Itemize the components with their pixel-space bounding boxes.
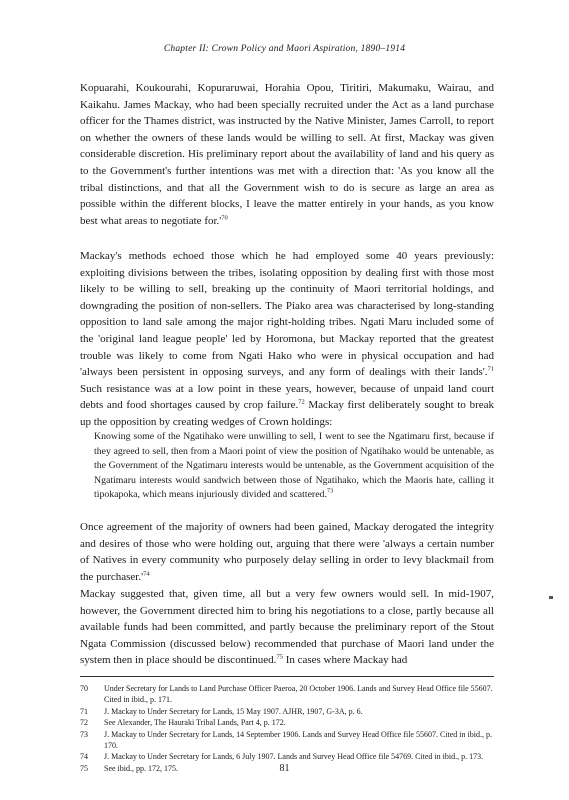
paragraph-text: Once agreement of the majority of owners had been gained, Mackay derogated the integrity and desires of those who were holding out, arguing that there were 'always a certain number of Natives in every community who purposely delay selling in order to levy blackmail from the purchaser.' [80,521,494,583]
footnote-number: 75 [80,763,88,773]
footnote-divider [80,676,494,677]
footnote [80,706,494,717]
paragraph-2 [80,248,494,431]
footnote-text: J. Mackay to Under Secretary for Lands, 14 September 1906. Lands and Survey Head Office file 55607. Cited in ibid., p. 170. [104,729,492,751]
footnote-number: 74 [80,752,88,762]
footnote-text: Under Secretary for Lands to Land Purchase Officer Paeroa, 20 October 1906. Lands and Survey Head Office file 55607. Cited in ibid., p. 171. [104,684,493,705]
footnote-number: 71 [80,706,88,716]
page-number: 81 [279,763,290,774]
footnote [80,717,494,728]
footnote-text: J. Mackay to Under Secretary for Lands, 15 May 1907. AJHR, 1907, G-3A, p. 6. [104,706,363,716]
footnote-text: J. Mackay to Under Secretary for Lands, 6 July 1907. Lands and Survey Head Office file 54769. Cited in ibid., p. 173. [104,752,484,762]
paragraph-text: Kopuarahi, Koukourahi, Kopuraruwai, Horahia Opou, Tiritiri, Makumaku, Wairau, and Kaikahu. James Mackay, who had been specially recruited under the Act as a land purchase officer for the Thames district, was instructed by the Native Minister, James Carroll, to report on whether the owners of these lands would be willing to sell. At first, Mackay was given considerable discretion. His preliminary report about the availability of land and his query as to the Government's further intentions was met with a direction that: 'As you know all the tribal distinctions, and that all the Government wish to do is secure as large an area as possible within the different blocks, I leave the matter entirely in your hands, as you know best what areas to negotiate for.' [80,82,494,227]
paragraph-text: Mackay first deliberately sought to break up the opposition by creating wedges of Crown holdings: [80,399,494,428]
footnote-ref: 75 [276,653,283,661]
footnote-ref: 72 [298,398,305,406]
footnote-ref: 70 [221,214,228,222]
footnote [80,751,494,762]
running-head: Chapter II: Crown Policy and Maori Aspiration, 1890–1914 [163,44,406,54]
paragraph-text: In cases where Mackay had [282,654,408,667]
paragraph-text: Such resistance was at a low point in these years, however, because of unpaid land court debts and food shortages caused by crop failure. [80,382,494,412]
footnote-text: See Alexander, The Hauraki Tribal Lands, Part 4, p. 172. [104,718,286,728]
paragraph-4 [80,586,494,669]
footnote [80,683,494,706]
footnotes [80,683,494,774]
block-quote [94,430,494,503]
footnote-text: See ibid., pp. 172, 175. [104,763,178,773]
footnote-ref: 74 [143,570,150,578]
footnote-number: 73 [80,729,88,739]
footnote-number: 70 [80,684,88,693]
footnote-number: 72 [80,718,88,728]
quote-text: Knowing some of the Ngatihako were unwilling to sell, I went to see the Ngatimaru first, because if they agreed to sell, then from a Maori point of view the position of Ngatihako would be untenable, as the Government of the Ngatimaru interests would be untenable, as the Government acquisition of the Ngatimaru interests would sandwich between those of Ngatihako, which the Maoris hate, calling it tipokapoka, which means injuriously divided and scattered. [94,431,494,501]
footnote [80,729,494,752]
margin-mark [549,596,553,599]
footnote-ref: 73 [326,488,334,496]
footnote-ref: 71 [487,365,494,373]
paragraph-1 [80,80,494,229]
paragraph-3 [80,519,494,585]
paragraph-text: Mackay suggested that, given time, all but a very few owners would sell. In mid-1907, however, the Government directed him to bring his negotiations to a close, partly because all available funds had been committed, and partly because the preliminary report of the Stout Ngata Commission (discussed below) recommended that purchase of Maori land under the system then in place should be discontinued. [80,588,494,667]
paragraph-text: Mackay's methods echoed those which he had employed some 40 years previously: exploiting divisions between the tribes, isolating opposition by dealing first with those most likely to be willing to sell, breaking up the continuity of Maori territorial holdings, and downgrading the position of non-sellers. The Piako area was characterised by long-standing opposition to land sale among the major right-holding tribes. Ngati Maru included some of the 'original land league people' led by Horomona, but Mackay reported that the greatest trouble was likely to come from Ngati Hako who were in physical occupation and had 'always been persistent in opposing surveys, and any form of dealings with their lands'. [80,250,494,379]
